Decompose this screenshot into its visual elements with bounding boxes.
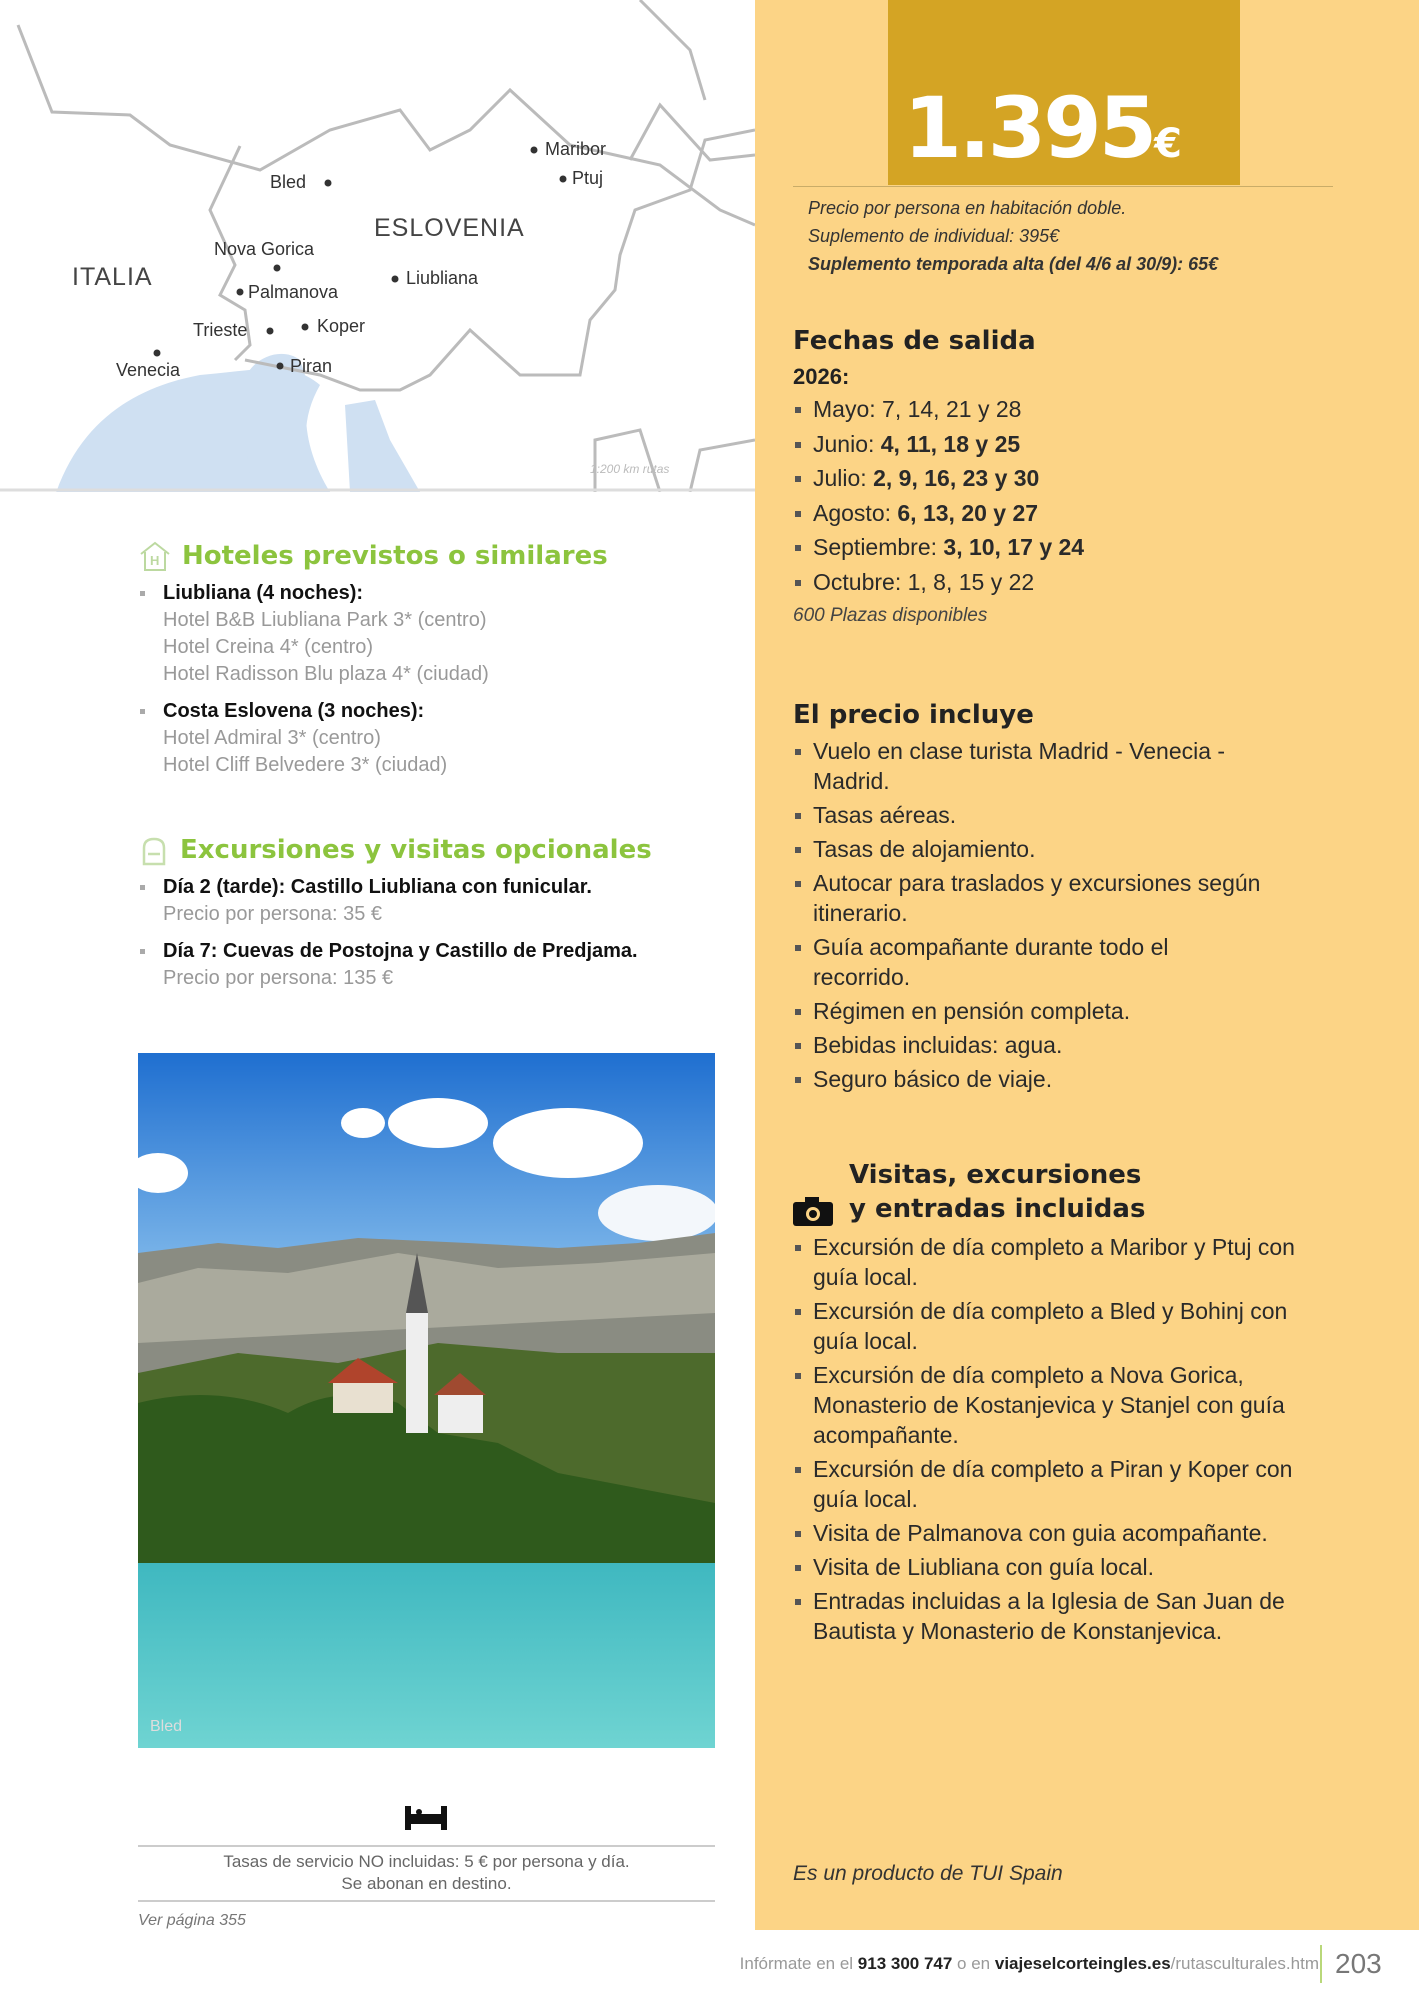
price-box xyxy=(888,0,1240,185)
hotel-group xyxy=(138,698,738,779)
map-city: Trieste xyxy=(193,320,248,340)
map-city: Maribor xyxy=(545,139,607,159)
camera-icon xyxy=(793,1196,833,1226)
visit-item: Visita de Palmanova con guia acompañante. xyxy=(793,1518,1333,1548)
section-title: Excursiones y visitas opcionales xyxy=(180,835,652,865)
map-city: Ptuj xyxy=(572,168,604,188)
hotel-location: Liubliana (4 noches): xyxy=(163,582,364,604)
date-item xyxy=(793,463,1084,493)
optional-section xyxy=(138,834,738,1002)
hotel-name: Hotel Radisson Blu plaza 4* (ciudad) xyxy=(163,663,489,685)
see-page-link[interactable]: Ver página 355 xyxy=(138,1912,246,1929)
visit-item: Excursión de día completo a Maribor y Ptuj con guía local. xyxy=(793,1232,1333,1292)
seats-available: 600 Plazas disponibles xyxy=(793,604,988,626)
date-item xyxy=(793,429,1084,459)
divider xyxy=(138,1845,715,1847)
visit-item: Entradas incluidas a la Iglesia de San Juan de Bautista y Monasterio de Konstanjevica. xyxy=(793,1586,1333,1646)
tui-note: Es un producto de TUI Spain xyxy=(793,1862,1063,1885)
date-item xyxy=(793,567,1084,597)
excursion-name: Día 7: Cuevas de Postojna y Castillo de Predjama. xyxy=(163,940,638,962)
map-label-italia: ITALIA xyxy=(72,263,153,291)
hotel-location: Costa Eslovena (3 noches): xyxy=(163,700,425,722)
map-scale: 1:200 km rutas xyxy=(590,462,670,476)
map-city: Palmanova xyxy=(248,282,339,302)
phone-number[interactable]: 913 300 747 xyxy=(857,1954,953,1973)
date-item xyxy=(793,532,1084,562)
section-title: El precio incluye xyxy=(793,700,1034,730)
website-path[interactable]: /rutasculturales.htm xyxy=(1170,1954,1319,1973)
visit-item: Excursión de día completo a Nova Gorica, Monasterio de Kostanjevica y Stanjel con guía acompañante. xyxy=(793,1360,1333,1450)
excursion-price: Precio por persona: 35 € xyxy=(163,903,383,925)
hotel-group xyxy=(138,580,738,688)
map-city: Liubliana xyxy=(406,268,479,288)
footer-contact: Infórmate en el 913 300 747 o en viajeselcorteingles.es/rutasculturales.htm xyxy=(739,1954,1319,1973)
map-city: Piran xyxy=(290,356,333,376)
month-label: Octubre: xyxy=(813,568,908,595)
section-title: Fechas de salida xyxy=(793,326,1036,356)
month-label: Agosto: xyxy=(813,499,898,526)
info-panel xyxy=(755,0,1419,1930)
month-dates: 7, 14, 21 y 28 xyxy=(882,396,1022,422)
hotels-list xyxy=(138,580,738,779)
excursion-price: Precio por persona: 135 € xyxy=(163,967,394,989)
backpack-icon xyxy=(138,834,170,866)
map-city: Koper xyxy=(317,316,366,336)
includes-list xyxy=(793,736,1263,1094)
service-fee-line: Tasas de servicio NO incluidas: 5 € por persona y día. xyxy=(223,1852,630,1871)
bled-photo xyxy=(138,1053,715,1748)
price-notes xyxy=(808,194,1218,278)
year-label: 2026: xyxy=(793,364,850,389)
hotel-bed-icon xyxy=(405,1806,447,1830)
month-label: Mayo: xyxy=(813,396,883,422)
visit-item: Excursión de día completo a Piran y Koper con guía local. xyxy=(793,1454,1333,1514)
hotel-icon xyxy=(138,540,172,572)
hotel-name: Hotel B&B Liubliana Park 3* (centro) xyxy=(163,609,487,631)
month-dates: 2, 9, 16, 23 y 30 xyxy=(873,465,1040,491)
service-fee-note xyxy=(138,1851,715,1895)
region-map xyxy=(0,0,755,492)
visit-item: Excursión de día completo a Bled y Bohinj con guía local. xyxy=(793,1296,1333,1356)
price-note: Suplemento de individual: 395€ xyxy=(808,226,1060,246)
hotel-name: Hotel Creina 4* (centro) xyxy=(163,636,374,658)
section-title: Visitas, excursiones xyxy=(849,1160,1142,1190)
svg-text:H: H xyxy=(150,553,160,568)
month-dates: 3, 10, 17 y 24 xyxy=(943,534,1085,560)
divider xyxy=(793,186,1333,187)
section-title: Hoteles previstos o similares xyxy=(182,541,608,571)
include-item: Tasas aéreas. xyxy=(793,800,1263,830)
include-item: Autocar para traslados y excursiones según itinerario. xyxy=(793,868,1263,928)
month-dates: 4, 11, 18 y 25 xyxy=(880,430,1021,457)
include-item: Vuelo en clase turista Madrid - Venecia - Madrid. xyxy=(793,736,1263,796)
map-city: Nova Gorica xyxy=(214,239,315,259)
optional-list xyxy=(138,874,738,992)
month-dates: 1, 8, 15 y 22 xyxy=(907,568,1035,595)
page-number: 203 xyxy=(1335,1948,1382,1979)
photo-caption: Bled xyxy=(150,1718,183,1735)
section-title: y entradas incluidas xyxy=(849,1194,1146,1224)
month-label: Junio: xyxy=(813,430,881,457)
visit-item: Visita de Liubliana con guía local. xyxy=(793,1552,1333,1582)
hotel-name: Hotel Cliff Belvedere 3* (ciudad) xyxy=(163,754,448,776)
dates-list xyxy=(793,394,1084,597)
price-note: Precio por persona en habitación doble. xyxy=(808,198,1127,218)
departures-section xyxy=(793,326,1084,627)
month-dates: 6, 13, 20 y 27 xyxy=(897,499,1039,526)
excursion-name: Día 2 (tarde): Castillo Liubliana con funicular. xyxy=(163,876,592,898)
optional-item xyxy=(138,874,738,928)
include-item: Seguro básico de viaje. xyxy=(793,1064,1263,1094)
month-label: Septiembre: xyxy=(813,534,944,560)
date-item xyxy=(793,394,1084,424)
visits-list xyxy=(793,1232,1333,1646)
visits-section xyxy=(793,1158,1393,1650)
date-item xyxy=(793,498,1084,528)
service-fee-line: Se abonan en destino. xyxy=(341,1874,512,1893)
map-city: Bled xyxy=(270,172,307,192)
map-city: Venecia xyxy=(116,360,181,380)
price-note: Suplemento temporada alta (del 4/6 al 30/9): 65€ xyxy=(808,254,1219,274)
include-item: Guía acompañante durante todo el recorrido. xyxy=(793,932,1263,992)
include-item: Régimen en pensión completa. xyxy=(793,996,1263,1026)
includes-section xyxy=(793,700,1353,1098)
hotel-name: Hotel Admiral 3* (centro) xyxy=(163,727,381,749)
price: 1.395€ xyxy=(903,79,1182,177)
include-item: Bebidas incluidas: agua. xyxy=(793,1030,1263,1060)
website-link[interactable]: viajeselcorteingles.es xyxy=(994,1954,1171,1973)
map-label-eslovenia: ESLOVENIA xyxy=(374,214,525,242)
include-item: Tasas de alojamiento. xyxy=(793,834,1263,864)
divider xyxy=(1320,1945,1322,1983)
divider xyxy=(138,1900,715,1902)
month-label: Julio: xyxy=(813,465,874,491)
hotels-section xyxy=(138,540,738,789)
optional-item xyxy=(138,938,738,992)
